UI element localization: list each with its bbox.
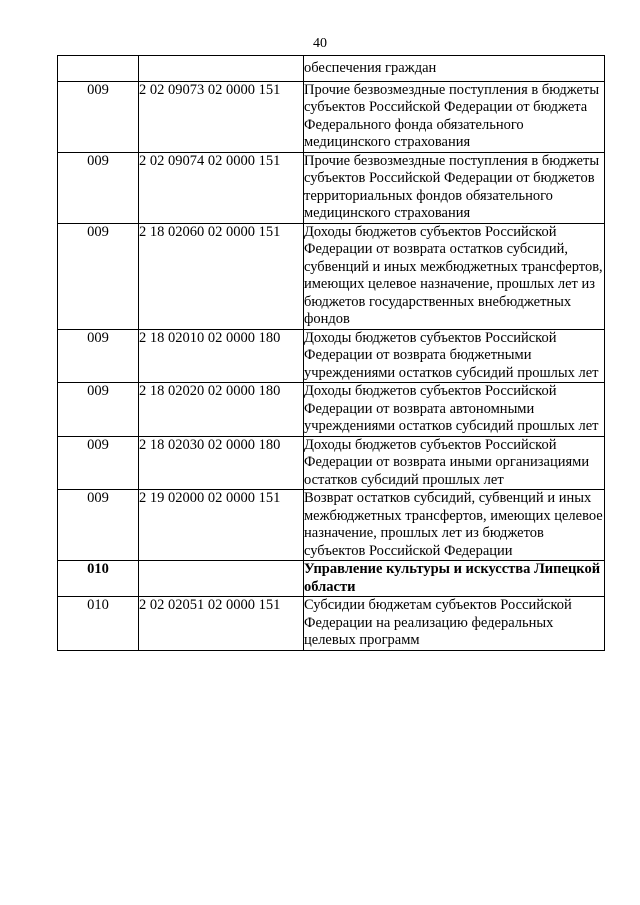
revenue-name-cell: Доходы бюджетов субъектов Российской Федерации от возврата автономными учреждениями остатков субсидий прошлых лет (304, 383, 605, 437)
budget-code-cell: 2 02 09074 02 0000 151 (139, 152, 304, 223)
admin-code-cell: 009 (58, 490, 139, 561)
admin-code-cell: 009 (58, 383, 139, 437)
admin-code-cell: 009 (58, 223, 139, 329)
table-row (58, 56, 605, 82)
revenue-name-cell: Доходы бюджетов субъектов Российской Федерации от возврата бюджетными учреждениями остатков субсидий прошлых лет (304, 329, 605, 383)
admin-code-cell (58, 56, 139, 82)
admin-code-cell: 009 (58, 81, 139, 152)
table-row (58, 436, 605, 490)
budget-code-cell: 2 02 09073 02 0000 151 (139, 81, 304, 152)
table-row (58, 329, 605, 383)
admin-code-cell: 009 (58, 436, 139, 490)
revenue-name-cell: Доходы бюджетов субъектов Российской Федерации от возврата иными организациями остатков субсидий прошлых лет (304, 436, 605, 490)
revenue-name-cell: Возврат остатков субсидий, субвенций и иных межбюджетных трансфертов, имеющих целевое назначение, прошлых лет из бюджетов субъектов Российской Федерации (304, 490, 603, 559)
table-row (58, 223, 605, 329)
administrator-name-cell: Управление культуры и искусства Липецкой области (304, 561, 605, 597)
revenue-name-cell: Субсидии бюджетам субъектов Российской Федерации на реализацию федеральных целевых программ (304, 597, 605, 651)
budget-code-cell (139, 56, 304, 82)
admin-code-cell: 010 (58, 561, 139, 597)
budget-code-cell: 2 18 02010 02 0000 180 (139, 329, 304, 383)
admin-code-cell: 009 (58, 329, 139, 383)
table-row (58, 490, 605, 561)
budget-classification-table (57, 55, 605, 651)
budget-code-cell: 2 02 02051 02 0000 151 (139, 597, 304, 651)
page-number: 40 (313, 36, 327, 51)
table-body (58, 56, 605, 651)
revenue-name-cell: Доходы бюджетов субъектов Российской Федерации от возврата остатков субсидий, субвенций и иных межбюджетных трансфертов, имеющих целевое назначение, прошлых лет из бюджетов государственных внебюджетных фондов (304, 223, 603, 327)
budget-code-cell: 2 18 02060 02 0000 151 (139, 223, 304, 329)
revenue-name-cell: обеспечения граждан (304, 56, 605, 82)
budget-code-cell: 2 18 02020 02 0000 180 (139, 383, 304, 437)
table-row (58, 81, 605, 152)
table-row (58, 152, 605, 223)
revenue-name-cell: Прочие безвозмездные поступления в бюджеты субъектов Российской Федерации от бюджета Федерального фонда обязательного медицинского страхования (304, 81, 605, 152)
budget-code-cell: 2 19 02000 02 0000 151 (139, 490, 304, 561)
table-row-section-heading (58, 561, 605, 597)
budget-code-cell: 2 18 02030 02 0000 180 (139, 436, 304, 490)
admin-code-cell: 010 (58, 597, 139, 651)
table-row (58, 597, 605, 651)
table-row (58, 383, 605, 437)
budget-code-cell (139, 561, 304, 597)
revenue-name-cell: Прочие безвозмездные поступления в бюджеты субъектов Российской Федерации от бюджетов территориальных фондов обязательного медицинского страхования (304, 152, 605, 223)
admin-code-cell: 009 (58, 152, 139, 223)
